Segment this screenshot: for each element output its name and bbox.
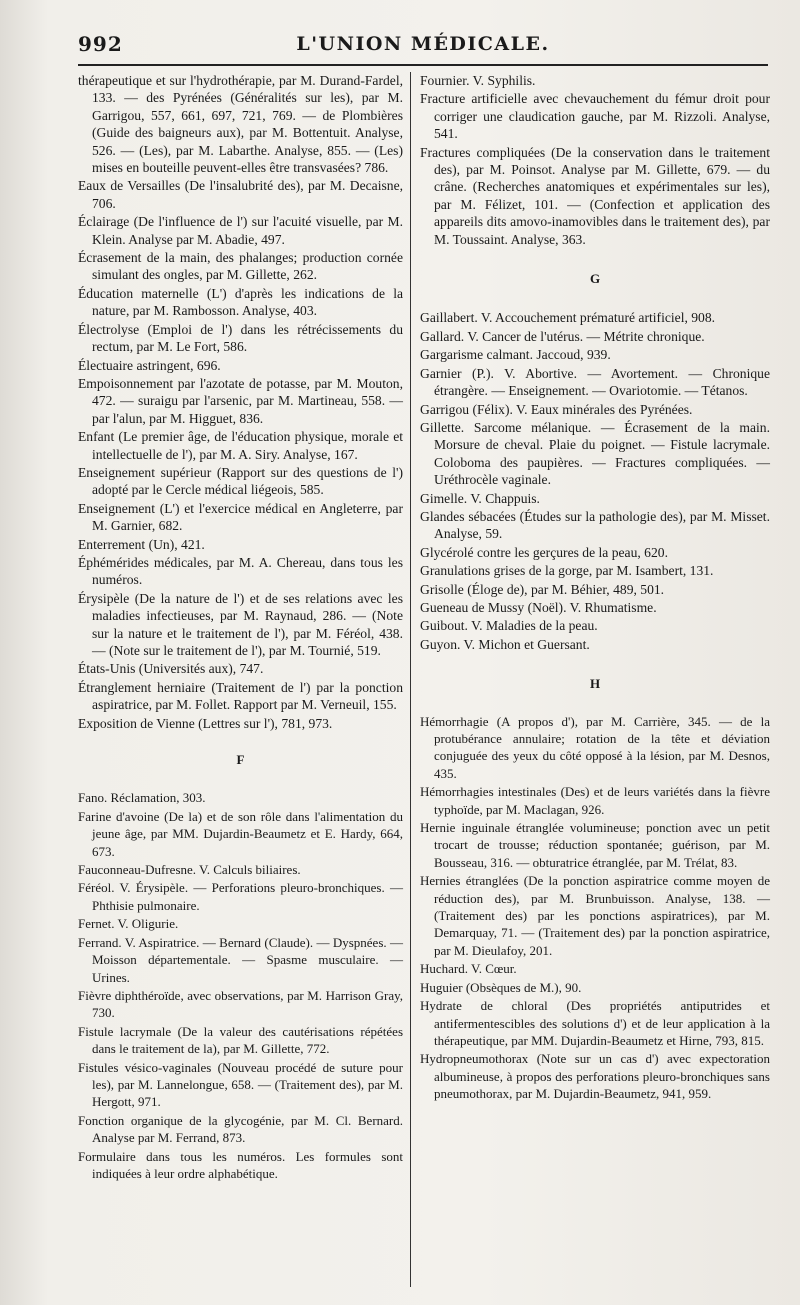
index-entry: Hernie inguinale étranglée volumineuse; ponction avec un petit trocart de trousse; réduction spontanée; guérison, par M. Bousseau, 316. — obturatrice étranglée, par M. Trélat, 83. [420, 820, 770, 870]
index-entry: Gallard. V. Cancer de l'utérus. — Métrite chronique. [420, 328, 705, 344]
index-entry: Guibout. V. Maladies de la peau. [420, 618, 598, 634]
index-entry: Glycérolé contre les gerçures de la peau, 620. [420, 544, 668, 560]
index-entry: Gaillabert. V. Accouchement prématuré artificiel, 908. [420, 310, 716, 326]
section-letter-h: H [589, 676, 601, 692]
section-letter-f: F [236, 752, 245, 768]
index-entry: Fracture artificielle avec chevauchement du fémur droit pour corriger une claudication gauche, par M. Rizzoli. Analyse, 541. [420, 91, 770, 142]
index-entry: Fistules vésico-vaginales (Nouveau procédé de suture pour les), par M. Lannelongue, 658. — (Traitement des), par M. Hergott, 971. [78, 1059, 403, 1110]
index-entry: Ferrand. V. Aspiratrice. — Bernard (Claude). — Dyspnées. — Moisson départementale. — Spasme musculaire. — Urines. [78, 934, 403, 985]
index-entry: Fièvre diphthéroïde, avec observations, par M. Harrison Gray, 730. [78, 987, 403, 1021]
index-entry: Grisolle (Éloge de), par M. Béhier, 489, 501. [420, 581, 665, 597]
index-entry: thérapeutique et sur l'hydrothérapie, par M. Durand-Fardel, 133. — des Pyrénées (Généralités sur les), par M. Garrigou, 557, 661, 697, 721, 769. — de Plombières (Guide des baigneurs aux), par M. Bottentuit. Analyse, 526. — (Les), par M. Labarthe. Analyse, 855. — (Les) mises en bouteille peuvent-elles être transvasées? 786. [78, 73, 403, 176]
page-number: 992 [78, 32, 123, 56]
left-column [78, 72, 403, 1183]
index-entries-g [420, 309, 770, 653]
index-entry: Enseignement (L') et l'exercice médical en Angleterre, par M. Garnier, 682. [78, 500, 403, 534]
index-entries-h [420, 713, 770, 1103]
index-entry: Farine d'avoine (De la) et de son rôle dans l'alimentation du jeune âge, par MM. Dujardin-Beaumetz et E. Hardy, 664, 673. [78, 808, 403, 859]
index-entries-f-continued [420, 72, 770, 248]
index-entry: Enfant (Le premier âge, de l'éducation physique, morale et intellectuelle de l'), par M. A. Siry. Analyse, 167. [78, 429, 403, 462]
index-entry: Exposition de Vienne (Lettres sur l'), 781, 973. [78, 715, 333, 731]
index-entry: Huguier (Obsèques de M.), 90. [420, 979, 582, 995]
index-entry: Guyon. V. Michon et Guersant. [420, 636, 590, 652]
running-title: L'UNION MÉDICALE. [296, 33, 550, 55]
index-entry: Écrasement de la main, des phalanges; production cornée simulant des ongles, par M. Gillette, 262. [78, 250, 403, 283]
index-entry: Eaux de Versailles (De l'insalubrité des), par M. Decaisne, 706. [78, 178, 403, 211]
index-entry: Gimelle. V. Chappuis. [420, 490, 540, 506]
index-entry: Fernet. V. Oligurie. [78, 916, 179, 932]
index-entry: Formulaire dans tous les numéros. Les formules sont indiquées à leur ordre alphabétique. [78, 1148, 403, 1181]
column-divider [410, 72, 411, 1287]
index-entry: Garnier (P.). V. Abortive. — Avortement. — Chronique étrangère. — Enseignement. — Ovariotomie. — Tétanos. [420, 365, 770, 399]
index-entry: Hernies étranglées (De la ponction aspiratrice comme moyen de réduction des), par M. Brunbuisson. Analyse, 138. — (Traitement des) par les ponctions aspiratrices), par M. Demarquay, 71. — (Traitement des) par la ponction aspiratrice, par M. Dieulafoy, 201. [420, 873, 770, 958]
index-entry: Hémorrhagie (A propos d'), par M. Carrière, 345. — de la protubérance annulaire; rotation de la tête et déviation conjuguée des yeux du côté opposé à la lésion, par M. Desnos, 435. [420, 713, 770, 781]
index-entry: Granulations grises de la gorge, par M. Isambert, 131. [420, 563, 714, 579]
index-entries-f [78, 789, 403, 1182]
index-entry: Hydrate de chloral (Des propriétés antiputrides et antifermentescibles des solutions d') et de leur application à la thérapeutique, par MM. Dujardin-Beaumetz et Hirne, 793, 815. [420, 998, 770, 1048]
index-entry: Éducation maternelle (L') d'après les indications de la nature, par M. Rambosson. Analyse, 403. [78, 285, 403, 319]
index-entry: Hydropneumothorax (Note sur un cas d') avec expectoration albumineuse, à propos des perforations pleuro-bronchiques sans pneumothorax, par M. Dujardin-Beaumetz, 941, 959. [420, 1051, 770, 1102]
index-entry: Gueneau de Mussy (Noël). V. Rhumatisme. [420, 599, 657, 615]
index-entry: Fistule lacrymale (De la valeur des cautérisations répétées dans le traitement de la), par M. Gillette, 772. [78, 1023, 403, 1057]
index-entry: États-Unis (Universités aux), 747. [78, 661, 264, 677]
right-column [420, 72, 770, 1104]
index-entry: Fractures compliquées (De la conservation dans le traitement des), par M. Poinsot. Analyse par M. Gillette, 679. — du crâne. (Recherches anatomiques et expérimentales sur les), par M. Félizet, 101. — (Confection et application des appareils dits amovo-inamovibles dans le traitement des), par M. Toussaint. Analyse, 363. [420, 144, 770, 247]
index-entry: Fauconneau-Dufresne. V. Calculs biliaires. [78, 862, 301, 878]
index-entry: Étranglement herniaire (Traitement de l') par la ponction aspiratrice, par M. Follet. Rapport par M. Verneuil, 155. [78, 679, 403, 713]
index-entry: Garrigou (Félix). V. Eaux minérales des Pyrénées. [420, 401, 693, 417]
index-entry: Gargarisme calmant. Jaccoud, 939. [420, 347, 611, 363]
index-entry: Éphémérides médicales, par M. A. Chereau, dans tous les numéros. [78, 554, 403, 588]
index-entries-e [78, 72, 403, 732]
index-entry: Fonction organique de la glycogénie, par M. Cl. Bernard. Analyse par M. Ferrand, 873. [78, 1112, 403, 1146]
section-letter-g: G [589, 271, 601, 287]
index-entry: Fano. Réclamation, 303. [78, 790, 206, 806]
index-entry: Électuaire astringent, 696. [78, 357, 221, 373]
index-entry: Enterrement (Un), 421. [78, 536, 205, 552]
index-entry: Éclairage (De l'influence de l') sur l'acuité visuelle, par M. Klein. Analyse par M. Abadie, 497. [78, 214, 403, 247]
index-entry: Féréol. V. Érysipèle. — Perforations pleuro-bronchiques. — Phthisie pulmonaire. [78, 880, 403, 913]
index-entry: Huchard. V. Cœur. [420, 961, 517, 977]
index-entry: Érysipèle (De la nature de l') et de ses relations avec les maladies infectieuses, par M. Raynaud, 286. — (Note sur la nature et le traitement de l'), par M. Féréol, 438. — (Note sur le traitement de l'), par M. Tournié, 519. [78, 590, 403, 658]
page-header [78, 30, 768, 66]
index-entry: Électrolyse (Emploi de l') dans les rétrécissements du rectum, par M. Le Fort, 586. [78, 321, 403, 355]
index-entry: Empoisonnement par l'azotate de potasse, par M. Mouton, 472. — suraigu par l'arsenic, par M. Martineau, 558. — par l'alun, par M. Higguet, 836. [78, 375, 403, 426]
index-entry: Fournier. V. Syphilis. [420, 73, 536, 88]
index-entry: Glandes sébacées (Études sur la pathologie des), par M. Misset. Analyse, 59. [420, 508, 770, 542]
index-entry: Hémorrhagies intestinales (Des) et de leurs variétés dans la fièvre typhoïde, par M. Maclagan, 926. [420, 784, 770, 817]
index-entry: Gillette. Sarcome mélanique. — Écrasement de la main. Morsure de cheval. Plaie du poignet. — Fistule lacrymale. Coloboma des paupières. — Fractures compliquées. — Uréthrocèle vaginale. [420, 419, 770, 488]
index-entry: Enseignement supérieur (Rapport sur des questions de l') adopté par le Cercle médical liégeois, 585. [78, 464, 403, 498]
